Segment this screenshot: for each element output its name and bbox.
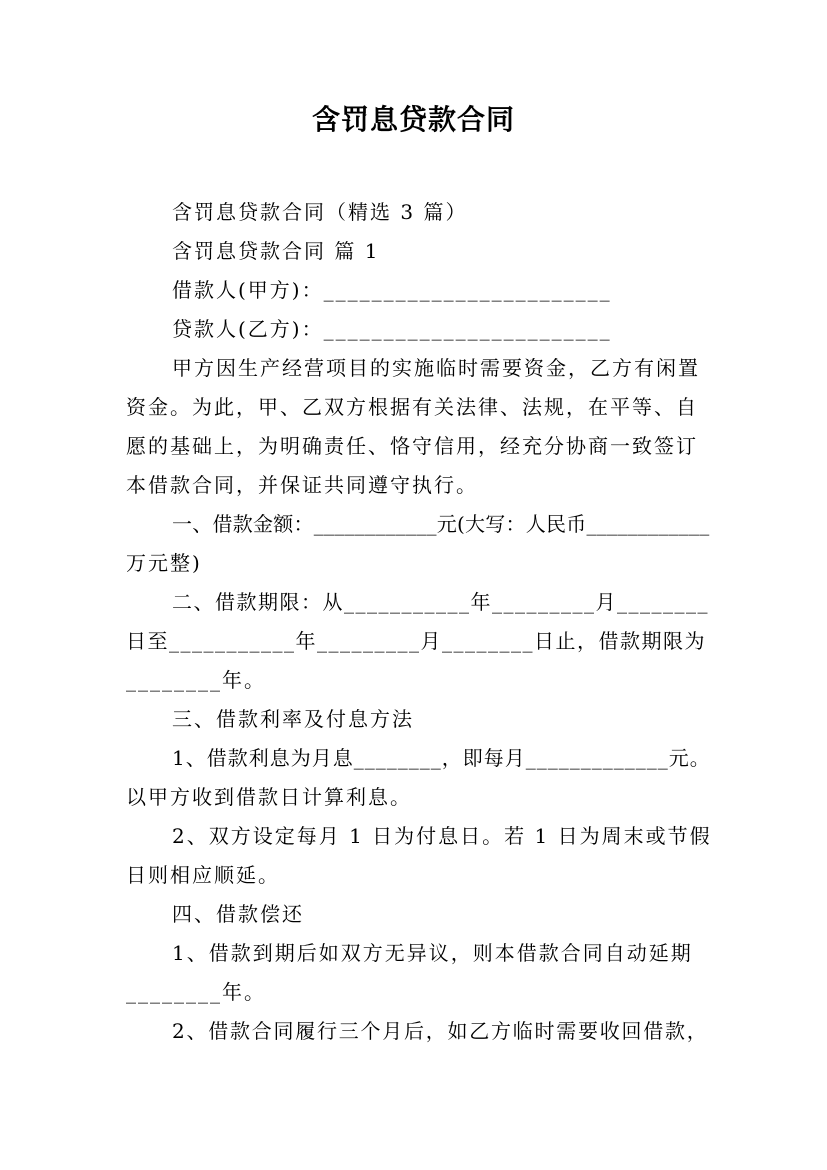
clause-line: 日则相应顺延。 (126, 863, 280, 887)
document-body (126, 193, 712, 1051)
paragraph-line: 甲方因生产经营项目的实施临时需要资金，乙方有闲置 (172, 356, 700, 380)
clause-line: ________年。 (126, 980, 266, 1004)
borrower-line: 借款人(甲方)：________________________ (172, 278, 612, 302)
lender-line: 贷款人(乙方)：________________________ (172, 317, 612, 341)
clause-heading-line: 三、借款利率及付息方法 (172, 707, 414, 731)
paragraph-line: 资金。为此，甲、乙双方根据有关法律、法规，在平等、自 (126, 395, 698, 419)
clause-line: 日至___________年_________月________日止，借款期限为 (126, 629, 706, 653)
paragraph-line: 本借款合同，并保证共同遵守执行。 (126, 473, 478, 497)
document-title: 含罚息贷款合同 (311, 103, 515, 136)
clause-line: 万元整) (126, 551, 202, 575)
section-heading-line: 含罚息贷款合同 篇 1 (172, 239, 380, 263)
clause-line: 以甲方收到借款日计算利息。 (126, 785, 412, 809)
clause-line: 二、借款期限：从___________年_________月________ (172, 590, 709, 614)
clause-line: 2、借款合同履行三个月后，如乙方临时需要收回借款， (172, 1019, 709, 1043)
clause-line: 1、借款到期后如双方无异议，则本借款合同自动延期 (172, 941, 693, 965)
clause-line: ________年。 (126, 668, 266, 692)
clause-line: 2、双方设定每月 1 日为付息日。若 1 日为周末或节假 (172, 824, 712, 848)
paragraph-line: 愿的基础上，为明确责任、恪守信用，经充分协商一致签订 (126, 434, 698, 458)
subtitle-line: 含罚息贷款合同（精选 3 篇） (172, 200, 468, 224)
clause-heading-line: 四、借款偿还 (172, 902, 304, 926)
clause-line: 1、借款利息为月息________，即每月_____________元。 (172, 746, 711, 770)
clause-line: 一、借款金额：____________元(大写：人民币____________ (172, 512, 710, 536)
